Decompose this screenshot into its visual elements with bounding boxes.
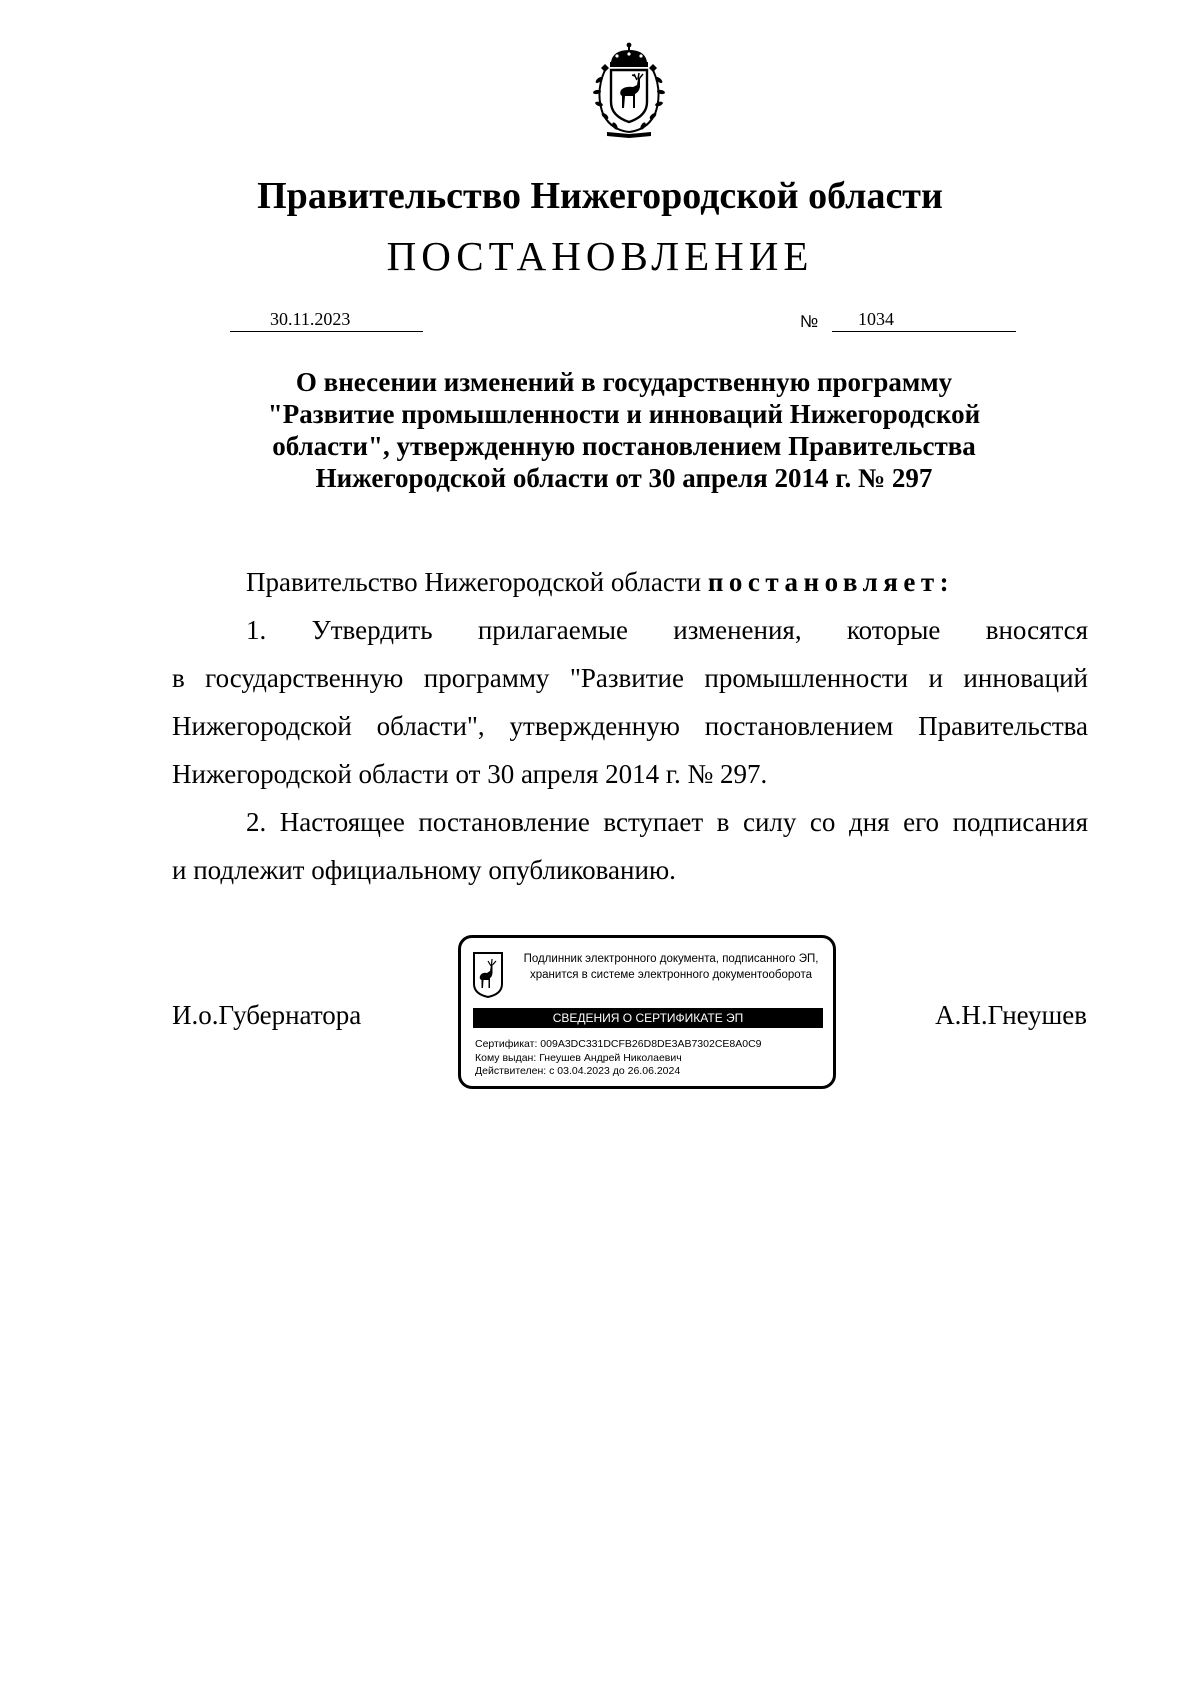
government-title: Правительство Нижегородской области [257, 175, 943, 217]
paragraph-line: в государственную программу "Развитие промышленности и инноваций [172, 663, 1088, 693]
coat-of-arms-icon [577, 40, 681, 144]
signatory-role: И.о.Губернатора [172, 1000, 362, 1030]
paragraph-line: 1. Утвердить прилагаемые изменения, которые вносятся [246, 615, 1088, 645]
heading-line: "Развитие промышленности и инноваций Нижегородской [267, 399, 981, 429]
stamp-note-line: хранится в системе электронного документооборота [530, 969, 812, 981]
document-date: 30.11.2023 [270, 309, 351, 329]
stamp-note [513, 951, 829, 983]
signatory-name: А.Н.Гнеушев [935, 1000, 1087, 1030]
decree-word: постановляет [707, 567, 940, 597]
date-field [230, 306, 423, 332]
certificate-label: Сертификат: [475, 1038, 538, 1050]
paragraph-line: и подлежит официальному опубликованию. [172, 855, 676, 885]
document-number: 1034 [858, 309, 894, 329]
paragraph-line: Нижегородской области от 30 апреля 2014 г. № 297. [172, 759, 768, 789]
deer-emblem-icon [473, 952, 503, 998]
paragraph-2 [172, 798, 1088, 894]
certificate-details [475, 1038, 762, 1079]
number-field [832, 306, 1016, 332]
heading-line: О внесении изменений в государственную программу [295, 367, 953, 397]
issued-to-label: Кому выдан: [475, 1051, 537, 1064]
intro-paragraph [172, 558, 1088, 606]
heading-line: Нижегородской области от 30 апреля 2014 г. № 297 [315, 463, 933, 493]
validity-row [475, 1065, 762, 1079]
number-sign: № [800, 312, 819, 331]
issued-to-value: Гнеушев Андрей Николаевич [539, 1051, 682, 1064]
document-type: ПОСТАНОВЛЕНИЕ [386, 233, 814, 279]
heading-line: области", утвержденную постановлением Правительства [272, 431, 976, 461]
paragraph-1 [172, 606, 1088, 798]
validity-label: Действителен: [475, 1065, 547, 1077]
certificate-header: СВЕДЕНИЯ О СЕРТИФИКАТЕ ЭП [473, 1008, 823, 1028]
document-heading [230, 366, 1018, 494]
validity-value: с 03.04.2023 до 26.06.2024 [549, 1065, 681, 1077]
decree-colon: : [939, 567, 949, 597]
certificate-value: 009A3DC331DCFB26D8DE3AB7302CE8A0C9 [540, 1038, 762, 1050]
paragraph-line: 2. Настоящее постановление вступает в силу со дня его подписания [246, 807, 1088, 837]
certificate-row [475, 1038, 762, 1052]
stamp-note-line: Подлинник электронного документа, подписанного ЭП, [523, 953, 819, 965]
electronic-signature-stamp [458, 935, 836, 1089]
paragraph-line: Нижегородской области", утвержденную постановлением Правительства [172, 711, 1088, 741]
issued-to-row [475, 1052, 762, 1066]
intro-text: Правительство Нижегородской области [246, 567, 702, 597]
